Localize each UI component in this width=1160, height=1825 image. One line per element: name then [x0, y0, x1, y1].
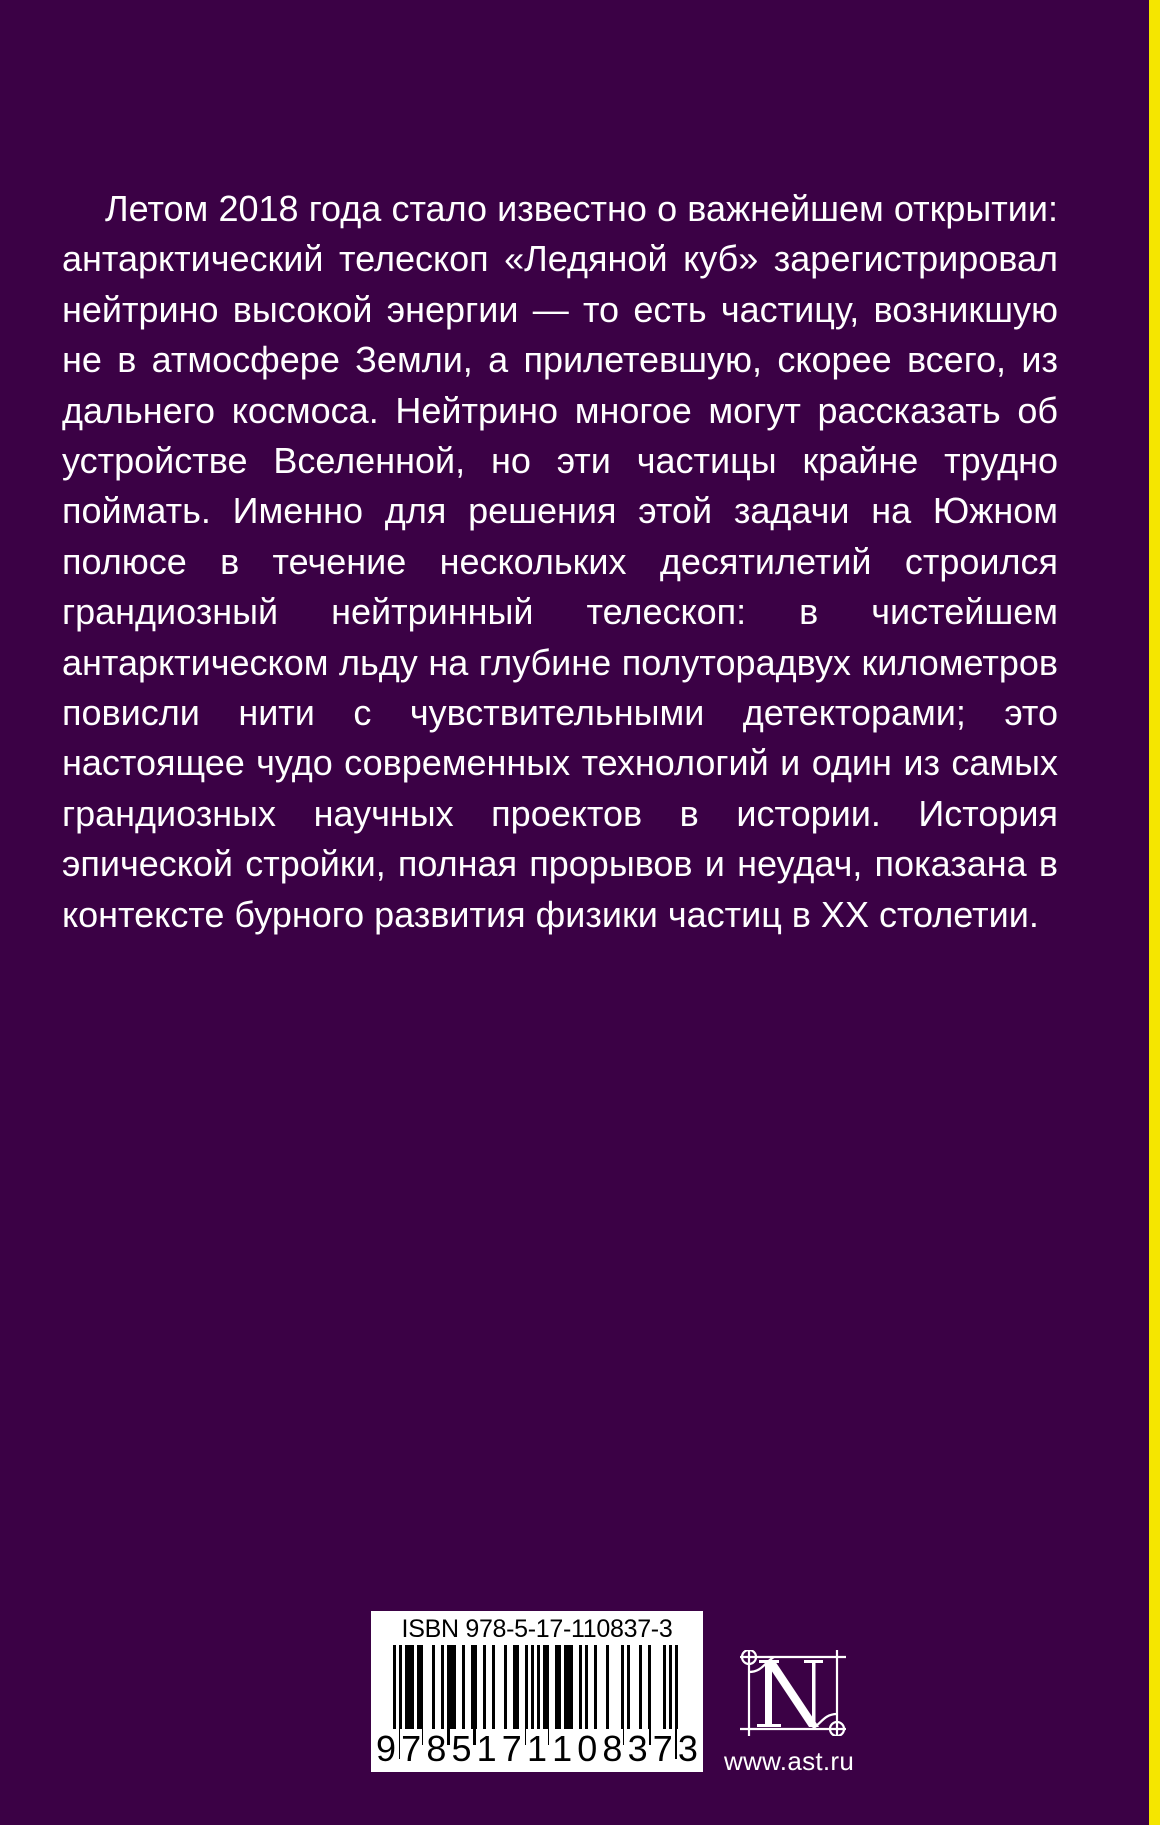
barcode-digit: 8	[602, 1728, 623, 1769]
barcode-digit: 7	[501, 1728, 522, 1769]
cover-blurb: Летом 2018 года стало известно о важнейшем открытии: антарктический телескоп «Ледяной куб» зарегистрировал нейтрино высокой энергии — то есть частицу, возникшую не в атмосфере Земли, а прилетевшую, скорее всего, из дальнего космоса. Нейтрино многое могут рассказать об устройстве Вселенной, но эти частицы крайне трудно поймать. Именно для решения этой задачи на Южном полюсе в течение нескольких десятилетий строился грандиозный нейтринный телескоп: в чистейшем антарктическом льду на глубине полуторадвух километров повисли нити с чувствительными детекторами; это настоящее чудо современных технологий и один из самых грандиозных научных проектов в истории. История эпической стройки, полная прорывов и неудач, показана в контексте бурного развития физики частиц в XX столетии.	[62, 188, 1058, 935]
barcode-digit: 9	[376, 1728, 397, 1769]
barcode-digits	[375, 1729, 699, 1769]
spine-edge	[1149, 0, 1160, 1825]
barcode-digit: 3	[677, 1728, 698, 1769]
barcode-digit: 3	[627, 1728, 648, 1769]
barcode-digit: 1	[526, 1728, 547, 1769]
publisher-website: www.ast.ru	[724, 1746, 855, 1776]
barcode-digit: 1	[552, 1728, 573, 1769]
isbn-label: ISBN 978-5-17-110837-3	[401, 1615, 673, 1643]
barcode-digit: 8	[426, 1728, 447, 1769]
publisher-n-logo-icon	[740, 1650, 846, 1736]
barcode-digit: 5	[451, 1728, 472, 1769]
barcode-digit: 1	[476, 1728, 497, 1769]
barcode-digit: 7	[401, 1728, 422, 1769]
barcode	[371, 1611, 703, 1772]
barcode-digit: 0	[577, 1728, 598, 1769]
barcode-digit: 7	[652, 1728, 673, 1769]
